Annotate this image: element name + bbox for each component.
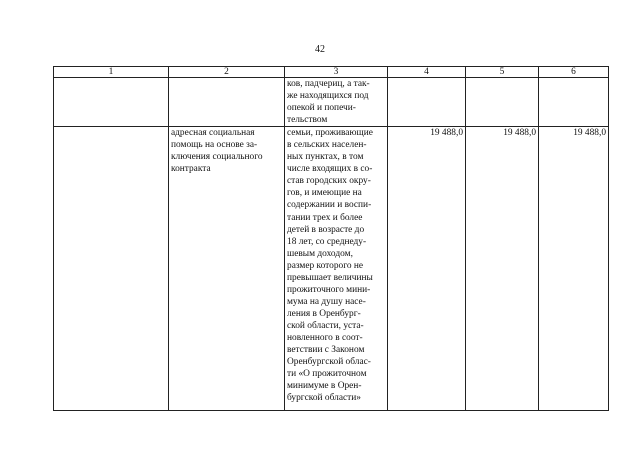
table-row (54, 78, 609, 127)
column-header: 4 (388, 67, 466, 78)
amount-cell: 19 488,0 (388, 127, 466, 411)
column-header: 2 (169, 67, 285, 78)
table-cell (388, 78, 466, 127)
table-cell (466, 78, 539, 127)
table-cell (169, 78, 285, 127)
column-header: 5 (466, 67, 539, 78)
table-cell (539, 78, 609, 127)
column-header: 3 (285, 67, 388, 78)
amount-cell: 19 488,0 (539, 127, 609, 411)
table-row (54, 127, 609, 411)
page-number: 42 (315, 44, 325, 55)
recipient-category-cell: ков, падчериц, а так- же находящихся под опекой и попечи- тельством (285, 78, 388, 127)
column-header: 1 (54, 67, 169, 78)
column-header: 6 (539, 67, 609, 78)
table-cell (54, 127, 169, 411)
data-table (53, 66, 609, 411)
measure-name-cell: адресная социальная помощь на основе за- ключения социального контракта (169, 127, 285, 411)
header-row (54, 67, 609, 78)
recipient-category-cell: семьи, проживающие в сельских населен- ных пунктах, в том числе входящих в со- став городских окру- гов, и имеющие на содержании и воспи- тании трех и более детей в возрасте до 18 лет, со среднеду- шевым доходом, размер которого не превышает величины прожиточного мини- мума на душу насе- ления в Оренбург- ской области, уста- новленного в соот- ветствии с Законом Оренбургской облас- ти «О прожиточном минимуме в Орен- бургской области» (285, 127, 388, 411)
amount-cell: 19 488,0 (466, 127, 539, 411)
table-cell (54, 78, 169, 127)
